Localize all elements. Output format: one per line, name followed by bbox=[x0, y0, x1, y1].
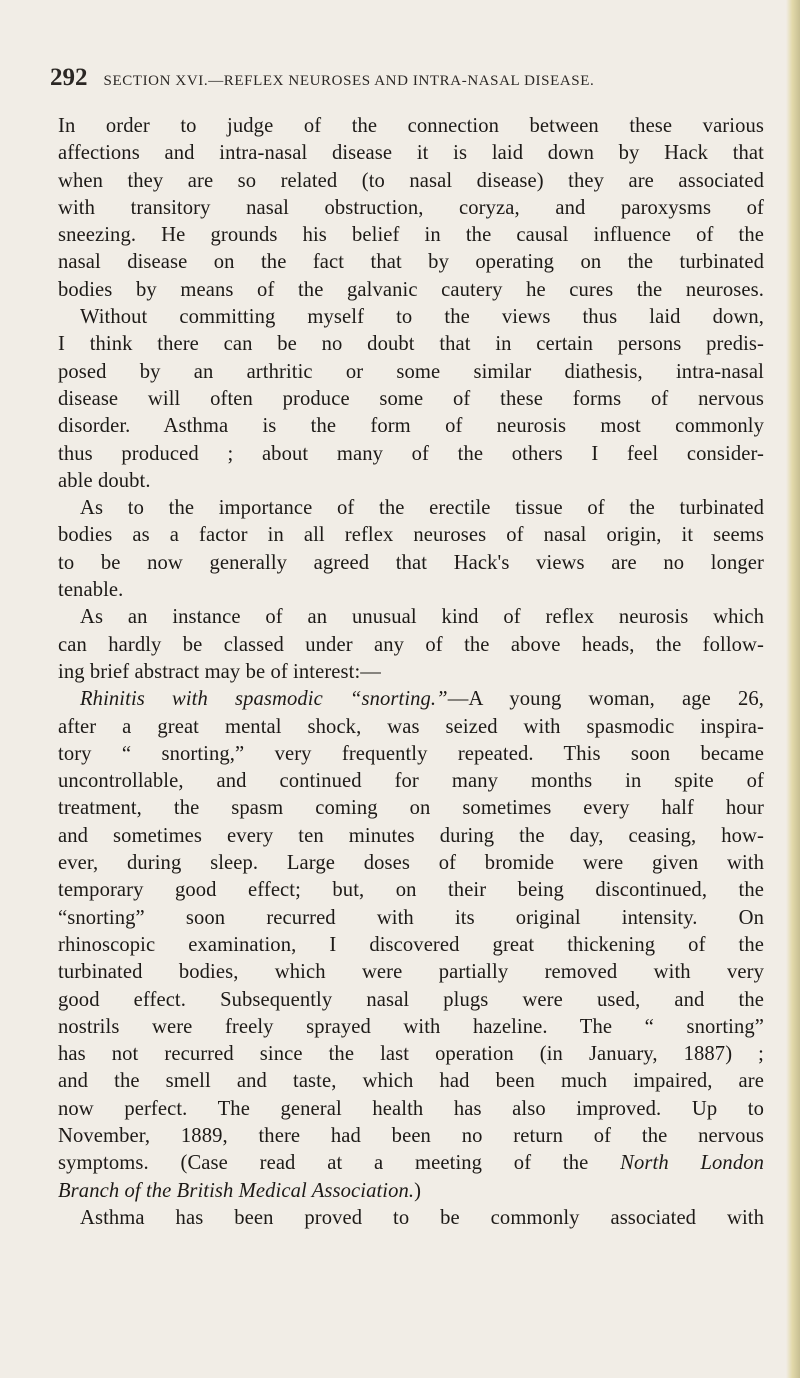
text-line: when they are so related (to nasal disease) they are associated bbox=[58, 169, 764, 192]
text-line: bodies by means of the galvanic cautery he cures the neuroses. bbox=[58, 278, 764, 301]
text-line: has not recurred since the last operation (in January, 1887) ; bbox=[58, 1043, 764, 1066]
page-edge-shadow bbox=[786, 0, 800, 1378]
page-number: 292 bbox=[50, 64, 88, 91]
text-line: tenable. bbox=[58, 579, 124, 602]
text-line: uncontrollable, and continued for many months in spite of bbox=[58, 770, 764, 793]
text-line: As an instance of an unusual kind of reflex neurosis which bbox=[80, 606, 764, 629]
case-source-line bbox=[58, 1150, 764, 1177]
text-line: now perfect. The general health has also improved. Up to bbox=[58, 1097, 764, 1120]
text-line: November, 1889, there had been no return of the nervous bbox=[58, 1124, 764, 1147]
case-heading-title: Rhinitis with spasmodic “snorting.” bbox=[80, 688, 448, 711]
text-line: “snorting” soon recurred with its original intensity. On bbox=[58, 906, 764, 929]
text-line: treatment, the spasm coming on sometimes every half hour bbox=[58, 797, 764, 820]
text-line: after a great mental shock, was seized with spasmodic inspira- bbox=[58, 715, 764, 738]
text-line: tory “ snorting,” very frequently repeated. This soon became bbox=[58, 742, 764, 765]
case-heading-line bbox=[58, 686, 764, 713]
text-line: can hardly be classed under any of the above heads, the follow- bbox=[58, 633, 764, 656]
text-line: In order to judge of the connection between these various bbox=[58, 115, 764, 137]
text-line: to be now generally agreed that Hack's views are no longer bbox=[58, 551, 764, 574]
text-line: and sometimes every ten minutes during the day, ceasing, how- bbox=[58, 824, 764, 847]
case-source-branch: North London bbox=[620, 1152, 765, 1175]
text-line: with transitory nasal obstruction, coryza, and paroxysms of bbox=[58, 196, 764, 219]
text-line: rhinoscopic examination, I discovered great thickening of the bbox=[58, 933, 764, 956]
section-title: SECTION XVI.—REFLEX NEUROSES AND INTRA-NASAL DISEASE. bbox=[103, 73, 595, 89]
running-head bbox=[50, 64, 750, 94]
text-line: nasal disease on the fact that by operating on the turbinated bbox=[58, 251, 764, 274]
text-line: bodies as a factor in all reflex neuroses of nasal origin, it seems bbox=[58, 524, 764, 547]
text-line: nostrils were freely sprayed with hazeline. The “ snorting” bbox=[58, 1015, 764, 1038]
text-line: Without committing myself to the views thus laid down, bbox=[80, 306, 764, 329]
text-line: Asthma has been proved to be commonly associated with bbox=[80, 1206, 764, 1229]
text-line: disease will often produce some of these forms of nervous bbox=[58, 387, 764, 410]
text-line: ever, during sleep. Large doses of bromide were given with bbox=[58, 852, 764, 875]
case-source-close: ) bbox=[414, 1179, 422, 1202]
body-text bbox=[58, 113, 764, 1232]
text-line: thus produced ; about many of the others I feel consider- bbox=[58, 442, 764, 465]
text-line: and the smell and taste, which had been much impaired, are bbox=[58, 1070, 764, 1093]
case-source-line-2 bbox=[58, 1178, 764, 1205]
case-heading-rest: —A young woman, age 26, bbox=[447, 688, 764, 711]
case-source-text: symptoms. (Case read at a meeting of the bbox=[58, 1152, 589, 1175]
text-line: posed by an arthritic or some similar diathesis, intra-nasal bbox=[58, 360, 764, 383]
text-line: disorder. Asthma is the form of neurosis most commonly bbox=[58, 415, 764, 438]
text-line: affections and intra-nasal disease it is laid down by Hack that bbox=[58, 142, 764, 165]
text-line: As to the importance of the erectile tissue of the turbinated bbox=[80, 497, 764, 520]
text-line: ing brief abstract may be of interest:— bbox=[58, 660, 381, 683]
text-line: I think there can be no doubt that in certain persons predis- bbox=[58, 333, 764, 356]
text-line: good effect. Subsequently nasal plugs were used, and the bbox=[58, 988, 764, 1011]
text-line: sneezing. He grounds his belief in the causal influence of the bbox=[58, 224, 764, 247]
text-line: able doubt. bbox=[58, 469, 151, 492]
case-source-association: Branch of the British Medical Association. bbox=[58, 1179, 415, 1202]
text-line: turbinated bodies, which were partially removed with very bbox=[58, 961, 764, 984]
text-line: temporary good effect; but, on their being discontinued, the bbox=[58, 879, 764, 902]
